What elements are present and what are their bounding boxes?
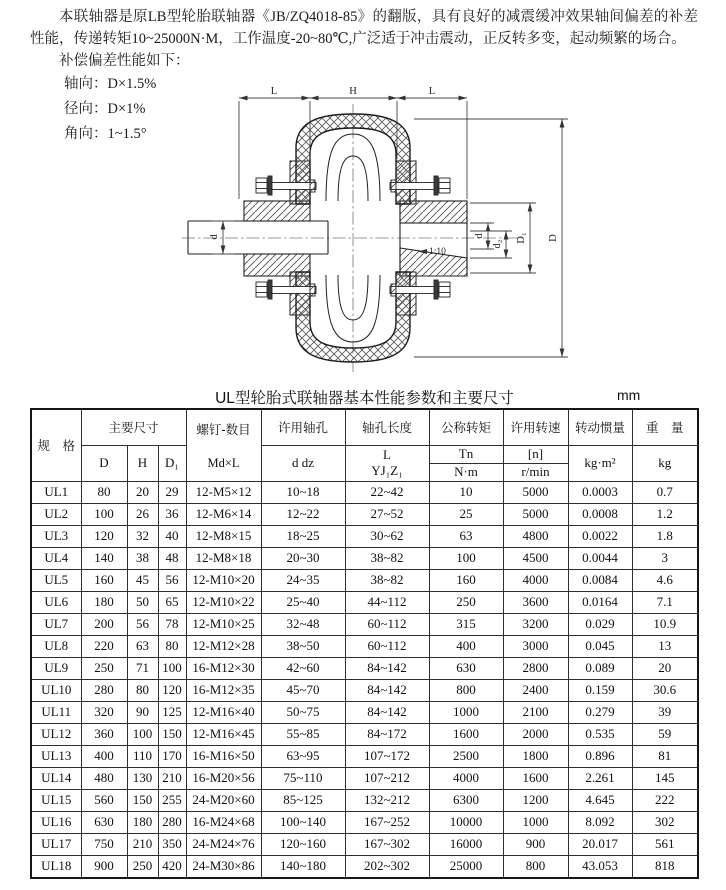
value-cell: 85~125 xyxy=(261,789,345,811)
value-cell: 12-M16×40 xyxy=(186,701,261,723)
value-cell: 4.645 xyxy=(568,789,632,811)
value-cell: 16000 xyxy=(429,833,503,855)
header-torque: 公称转矩 xyxy=(429,409,503,445)
value-cell: 222 xyxy=(632,789,698,811)
value-cell: 130 xyxy=(127,767,158,789)
value-cell: 63 xyxy=(429,525,503,547)
value-cell: 0.029 xyxy=(568,613,632,635)
value-cell: 16-M12×35 xyxy=(186,679,261,701)
header-inertia: 转动惯量 xyxy=(568,409,632,445)
table-row xyxy=(31,503,698,525)
value-cell: 0.159 xyxy=(568,679,632,701)
table-row xyxy=(31,569,698,591)
table-title: UL型轮胎式联轴器基本性能参数和主要尺寸 xyxy=(215,390,514,407)
value-cell: 65 xyxy=(158,591,186,613)
header-speed: 许用转速 xyxy=(503,409,568,445)
spec-cell: UL9 xyxy=(31,657,81,679)
value-cell: 56 xyxy=(158,569,186,591)
value-cell: 60~112 xyxy=(345,635,429,657)
value-cell: 63 xyxy=(127,635,158,657)
value-cell: 120 xyxy=(81,525,127,547)
value-cell: 38~50 xyxy=(261,635,345,657)
table-row xyxy=(31,833,698,855)
value-cell: 12-M8×15 xyxy=(186,525,261,547)
spec-cell: UL2 xyxy=(31,503,81,525)
value-cell: 2000 xyxy=(503,723,568,745)
value-cell: 818 xyxy=(632,855,698,878)
header-speed-unit: r/min xyxy=(503,463,568,481)
dim-label-d-left: d xyxy=(209,234,220,240)
value-cell: 150 xyxy=(127,789,158,811)
table-row xyxy=(31,745,698,767)
value-cell: 12-M5×12 xyxy=(186,481,261,503)
value-cell: 4500 xyxy=(503,547,568,569)
value-cell: 900 xyxy=(81,855,127,878)
value-cell: 107~212 xyxy=(345,767,429,789)
spec-cell: UL10 xyxy=(31,679,81,701)
value-cell: 1200 xyxy=(503,789,568,811)
value-cell: 180 xyxy=(81,591,127,613)
value-cell: 43.053 xyxy=(568,855,632,878)
value-cell: 30~62 xyxy=(345,525,429,547)
header-col-H: H xyxy=(127,445,158,481)
value-cell: 12-M10×20 xyxy=(186,569,261,591)
intro-paragraph: 本联轴器是原LB型轮胎联轴器《JB/ZQ4018-85》的翻版，具有良好的减震缓冲效果轴间偏差的补差性能，传递转矩10~25000N·M，工作温度-20~80℃,广泛适于冲击震动，正反转多变，起动频繁的场合。 xyxy=(30,9,698,47)
header-speed-sym: [n] xyxy=(503,445,568,463)
value-cell: 900 xyxy=(503,833,568,855)
value-cell: 4.6 xyxy=(632,569,698,591)
value-cell: 16-M20×56 xyxy=(186,767,261,789)
header-main-dims: 主要尺寸 xyxy=(81,409,186,445)
table-row xyxy=(31,525,698,547)
value-cell: 25 xyxy=(429,503,503,525)
value-cell: 25~40 xyxy=(261,591,345,613)
table-row xyxy=(31,789,698,811)
value-cell: 7.1 xyxy=(632,591,698,613)
value-cell: 250 xyxy=(81,657,127,679)
right-shaft-hub xyxy=(400,201,467,276)
value-cell: 48 xyxy=(158,547,186,569)
value-cell: 20 xyxy=(632,657,698,679)
value-cell: 0.045 xyxy=(568,635,632,657)
value-cell: 12-M6×14 xyxy=(186,503,261,525)
value-cell: 81 xyxy=(632,745,698,767)
header-col-D1: D₁ xyxy=(158,445,186,481)
table-row xyxy=(31,481,698,503)
table-row xyxy=(31,679,698,701)
dim-label-D: D xyxy=(548,234,559,242)
value-cell: 160 xyxy=(429,569,503,591)
value-cell: 107~172 xyxy=(345,745,429,767)
table-row xyxy=(31,855,698,878)
header-bore-sub: d dz xyxy=(261,445,345,481)
value-cell: 10.9 xyxy=(632,613,698,635)
value-cell: 0.0164 xyxy=(568,591,632,613)
value-cell: 30.6 xyxy=(632,679,698,701)
value-cell: 420 xyxy=(158,855,186,878)
value-cell: 800 xyxy=(429,679,503,701)
table-row xyxy=(31,811,698,833)
spec-cell: UL18 xyxy=(31,855,81,878)
value-cell: 4800 xyxy=(503,525,568,547)
value-cell: 140~180 xyxy=(261,855,345,878)
value-cell: 1.8 xyxy=(632,525,698,547)
value-cell: 84~142 xyxy=(345,657,429,679)
radial-spec: 径向：D×1% xyxy=(64,101,146,117)
value-cell: 38~82 xyxy=(345,547,429,569)
header-screw-label: 螺钉-数目 xyxy=(196,422,251,437)
table-row xyxy=(31,657,698,679)
value-cell: 0.0084 xyxy=(568,569,632,591)
value-cell: 132~212 xyxy=(345,789,429,811)
value-cell: 210 xyxy=(158,767,186,789)
value-cell: 12-M16×45 xyxy=(186,723,261,745)
value-cell: 280 xyxy=(158,811,186,833)
value-cell: 39 xyxy=(632,701,698,723)
table-row xyxy=(31,723,698,745)
value-cell: 56 xyxy=(127,613,158,635)
dim-label-d2: d₂ xyxy=(492,239,503,249)
value-cell: 3000 xyxy=(503,635,568,657)
value-cell: 0.0008 xyxy=(568,503,632,525)
value-cell: 3600 xyxy=(503,591,568,613)
value-cell: 100 xyxy=(158,657,186,679)
dim-label-d-right: d xyxy=(474,233,485,239)
value-cell: 1.2 xyxy=(632,503,698,525)
table-row xyxy=(31,547,698,569)
header-screw-sub: Md×L xyxy=(207,456,240,470)
value-cell: 44~112 xyxy=(345,591,429,613)
value-cell: 40 xyxy=(158,525,186,547)
value-cell: 59 xyxy=(632,723,698,745)
value-cell: 78 xyxy=(158,613,186,635)
spec-cell: UL6 xyxy=(31,591,81,613)
value-cell: 2.261 xyxy=(568,767,632,789)
value-cell: 167~252 xyxy=(345,811,429,833)
value-cell: 160 xyxy=(81,569,127,591)
spec-cell: UL16 xyxy=(31,811,81,833)
dim-label-L-left: L xyxy=(270,86,278,97)
value-cell: 200 xyxy=(81,613,127,635)
value-cell: 36 xyxy=(158,503,186,525)
header-screw xyxy=(186,409,261,481)
value-cell: 2500 xyxy=(429,745,503,767)
value-cell: 120 xyxy=(158,679,186,701)
value-cell: 0.0044 xyxy=(568,547,632,569)
value-cell: 75~110 xyxy=(261,767,345,789)
value-cell: 0.279 xyxy=(568,701,632,723)
value-cell: 50 xyxy=(127,591,158,613)
spec-cell: UL13 xyxy=(31,745,81,767)
value-cell: 10000 xyxy=(429,811,503,833)
value-cell: 20.017 xyxy=(568,833,632,855)
value-cell: 561 xyxy=(632,833,698,855)
value-cell: 12-M8×18 xyxy=(186,547,261,569)
value-cell: 280 xyxy=(81,679,127,701)
value-cell: 110 xyxy=(127,745,158,767)
value-cell: 0.535 xyxy=(568,723,632,745)
value-cell: 145 xyxy=(632,767,698,789)
table-title-row xyxy=(31,386,698,406)
value-cell: 400 xyxy=(81,745,127,767)
table-row xyxy=(31,613,698,635)
value-cell: 38 xyxy=(127,547,158,569)
value-cell: 140 xyxy=(81,547,127,569)
value-cell: 630 xyxy=(429,657,503,679)
value-cell: 1800 xyxy=(503,745,568,767)
spec-cell: UL14 xyxy=(31,767,81,789)
value-cell: 100 xyxy=(429,547,503,569)
value-cell: 170 xyxy=(158,745,186,767)
value-cell: 27~52 xyxy=(345,503,429,525)
table-row xyxy=(31,701,698,723)
value-cell: 0.896 xyxy=(568,745,632,767)
value-cell: 1000 xyxy=(429,701,503,723)
value-cell: 0.0003 xyxy=(568,481,632,503)
value-cell: 250 xyxy=(429,591,503,613)
spec-cell: UL1 xyxy=(31,481,81,503)
value-cell: 3 xyxy=(632,547,698,569)
spec-cell: UL5 xyxy=(31,569,81,591)
value-cell: 100 xyxy=(81,503,127,525)
value-cell: 55~85 xyxy=(261,723,345,745)
value-cell: 125 xyxy=(158,701,186,723)
value-cell: 350 xyxy=(158,833,186,855)
value-cell: 16-M16×50 xyxy=(186,745,261,767)
value-cell: 5000 xyxy=(503,481,568,503)
value-cell: 800 xyxy=(503,855,568,878)
value-cell: 90 xyxy=(127,701,158,723)
value-cell: 16-M24×68 xyxy=(186,811,261,833)
value-cell: 16-M12×30 xyxy=(186,657,261,679)
value-cell: 315 xyxy=(429,613,503,635)
taper-label: 1:10 xyxy=(429,247,446,257)
centerlines xyxy=(182,104,524,372)
value-cell: 167~302 xyxy=(345,833,429,855)
spec-table-body xyxy=(31,481,698,878)
value-cell: 80 xyxy=(81,481,127,503)
table-header xyxy=(31,409,698,481)
table-row xyxy=(31,635,698,657)
value-cell: 1600 xyxy=(503,767,568,789)
value-cell: 22~42 xyxy=(345,481,429,503)
header-bore-len-sub xyxy=(345,445,429,481)
value-cell: 2400 xyxy=(503,679,568,701)
header-inertia-unit: kg·m² xyxy=(568,445,632,481)
value-cell: 71 xyxy=(127,657,158,679)
spec-cell: UL3 xyxy=(31,525,81,547)
value-cell: 480 xyxy=(81,767,127,789)
header-torque-unit: N·m xyxy=(429,463,503,481)
value-cell: 360 xyxy=(81,723,127,745)
table-unit: mm xyxy=(617,387,641,403)
header-col-D: D xyxy=(81,445,127,481)
value-cell: 10 xyxy=(429,481,503,503)
header-bore-len-YJZ: YJ₁Z₁ xyxy=(371,463,403,478)
value-cell: 220 xyxy=(81,635,127,657)
dim-label-H: H xyxy=(349,86,357,97)
header-bore: 许用轴孔 xyxy=(261,409,345,445)
value-cell: 45 xyxy=(127,569,158,591)
spec-cell: UL17 xyxy=(31,833,81,855)
value-cell: 12-M10×22 xyxy=(186,591,261,613)
spec-cell: UL4 xyxy=(31,547,81,569)
value-cell: 100 xyxy=(127,723,158,745)
value-cell: 1600 xyxy=(429,723,503,745)
dimension-labels xyxy=(209,86,559,248)
value-cell: 32~48 xyxy=(261,613,345,635)
value-cell: 20 xyxy=(127,481,158,503)
value-cell: 80 xyxy=(158,635,186,657)
value-cell: 2800 xyxy=(503,657,568,679)
value-cell: 3200 xyxy=(503,613,568,635)
angular-spec: 角向：1~1.5° xyxy=(64,126,147,142)
value-cell: 560 xyxy=(81,789,127,811)
value-cell: 24-M20×60 xyxy=(186,789,261,811)
header-spec: 规 格 xyxy=(31,409,81,481)
value-cell: 84~142 xyxy=(345,701,429,723)
value-cell: 18~25 xyxy=(261,525,345,547)
dim-label-L-right: L xyxy=(428,86,436,97)
value-cell: 13 xyxy=(632,635,698,657)
spec-cell: UL8 xyxy=(31,635,81,657)
value-cell: 8.092 xyxy=(568,811,632,833)
value-cell: 84~142 xyxy=(345,679,429,701)
value-cell: 42~60 xyxy=(261,657,345,679)
value-cell: 26 xyxy=(127,503,158,525)
value-cell: 10~18 xyxy=(261,481,345,503)
value-cell: 25000 xyxy=(429,855,503,878)
value-cell: 302 xyxy=(632,811,698,833)
value-cell: 20~30 xyxy=(261,547,345,569)
value-cell: 29 xyxy=(158,481,186,503)
value-cell: 32 xyxy=(127,525,158,547)
coupling-drawing-svg xyxy=(178,86,608,384)
header-bore-len-L: L xyxy=(383,447,391,462)
value-cell: 0.0022 xyxy=(568,525,632,547)
value-cell: 12~22 xyxy=(261,503,345,525)
dim-label-D1: D₁ xyxy=(516,232,527,244)
coupling-section-drawing xyxy=(178,86,608,384)
value-cell: 24-M30×86 xyxy=(186,855,261,878)
table-row xyxy=(31,767,698,789)
value-cell: 202~302 xyxy=(345,855,429,878)
value-cell: 320 xyxy=(81,701,127,723)
value-cell: 45~70 xyxy=(261,679,345,701)
value-cell: 630 xyxy=(81,811,127,833)
value-cell: 0.7 xyxy=(632,481,698,503)
value-cell: 255 xyxy=(158,789,186,811)
value-cell: 150 xyxy=(158,723,186,745)
value-cell: 5000 xyxy=(503,503,568,525)
value-cell: 400 xyxy=(429,635,503,657)
spec-table xyxy=(30,408,699,879)
value-cell: 100~140 xyxy=(261,811,345,833)
value-cell: 50~75 xyxy=(261,701,345,723)
value-cell: 24~35 xyxy=(261,569,345,591)
value-cell: 80 xyxy=(127,679,158,701)
value-cell: 210 xyxy=(127,833,158,855)
value-cell: 4000 xyxy=(429,767,503,789)
value-cell: 38~82 xyxy=(345,569,429,591)
value-cell: 250 xyxy=(127,855,158,878)
spec-cell: UL12 xyxy=(31,723,81,745)
value-cell: 0.089 xyxy=(568,657,632,679)
spec-cell: UL11 xyxy=(31,701,81,723)
value-cell: 1000 xyxy=(503,811,568,833)
spec-cell: UL15 xyxy=(31,789,81,811)
header-torque-sym: Tn xyxy=(429,445,503,463)
value-cell: 4000 xyxy=(503,569,568,591)
value-cell: 60~112 xyxy=(345,613,429,635)
spec-cell: UL7 xyxy=(31,613,81,635)
axial-spec: 轴向：D×1.5% xyxy=(64,76,157,92)
header-bore-len: 轴孔长度 xyxy=(345,409,429,445)
value-cell: 120~160 xyxy=(261,833,345,855)
value-cell: 24-M24×76 xyxy=(186,833,261,855)
value-cell: 63~95 xyxy=(261,745,345,767)
compensation-heading: 补偿偏差性能如下： xyxy=(59,53,190,69)
header-weight-unit: kg xyxy=(632,445,698,481)
value-cell: 12-M10×25 xyxy=(186,613,261,635)
value-cell: 2100 xyxy=(503,701,568,723)
header-weight: 重 量 xyxy=(632,409,698,445)
value-cell: 84~172 xyxy=(345,723,429,745)
value-cell: 12-M12×28 xyxy=(186,635,261,657)
value-cell: 750 xyxy=(81,833,127,855)
value-cell: 180 xyxy=(127,811,158,833)
value-cell: 6300 xyxy=(429,789,503,811)
table-row xyxy=(31,591,698,613)
